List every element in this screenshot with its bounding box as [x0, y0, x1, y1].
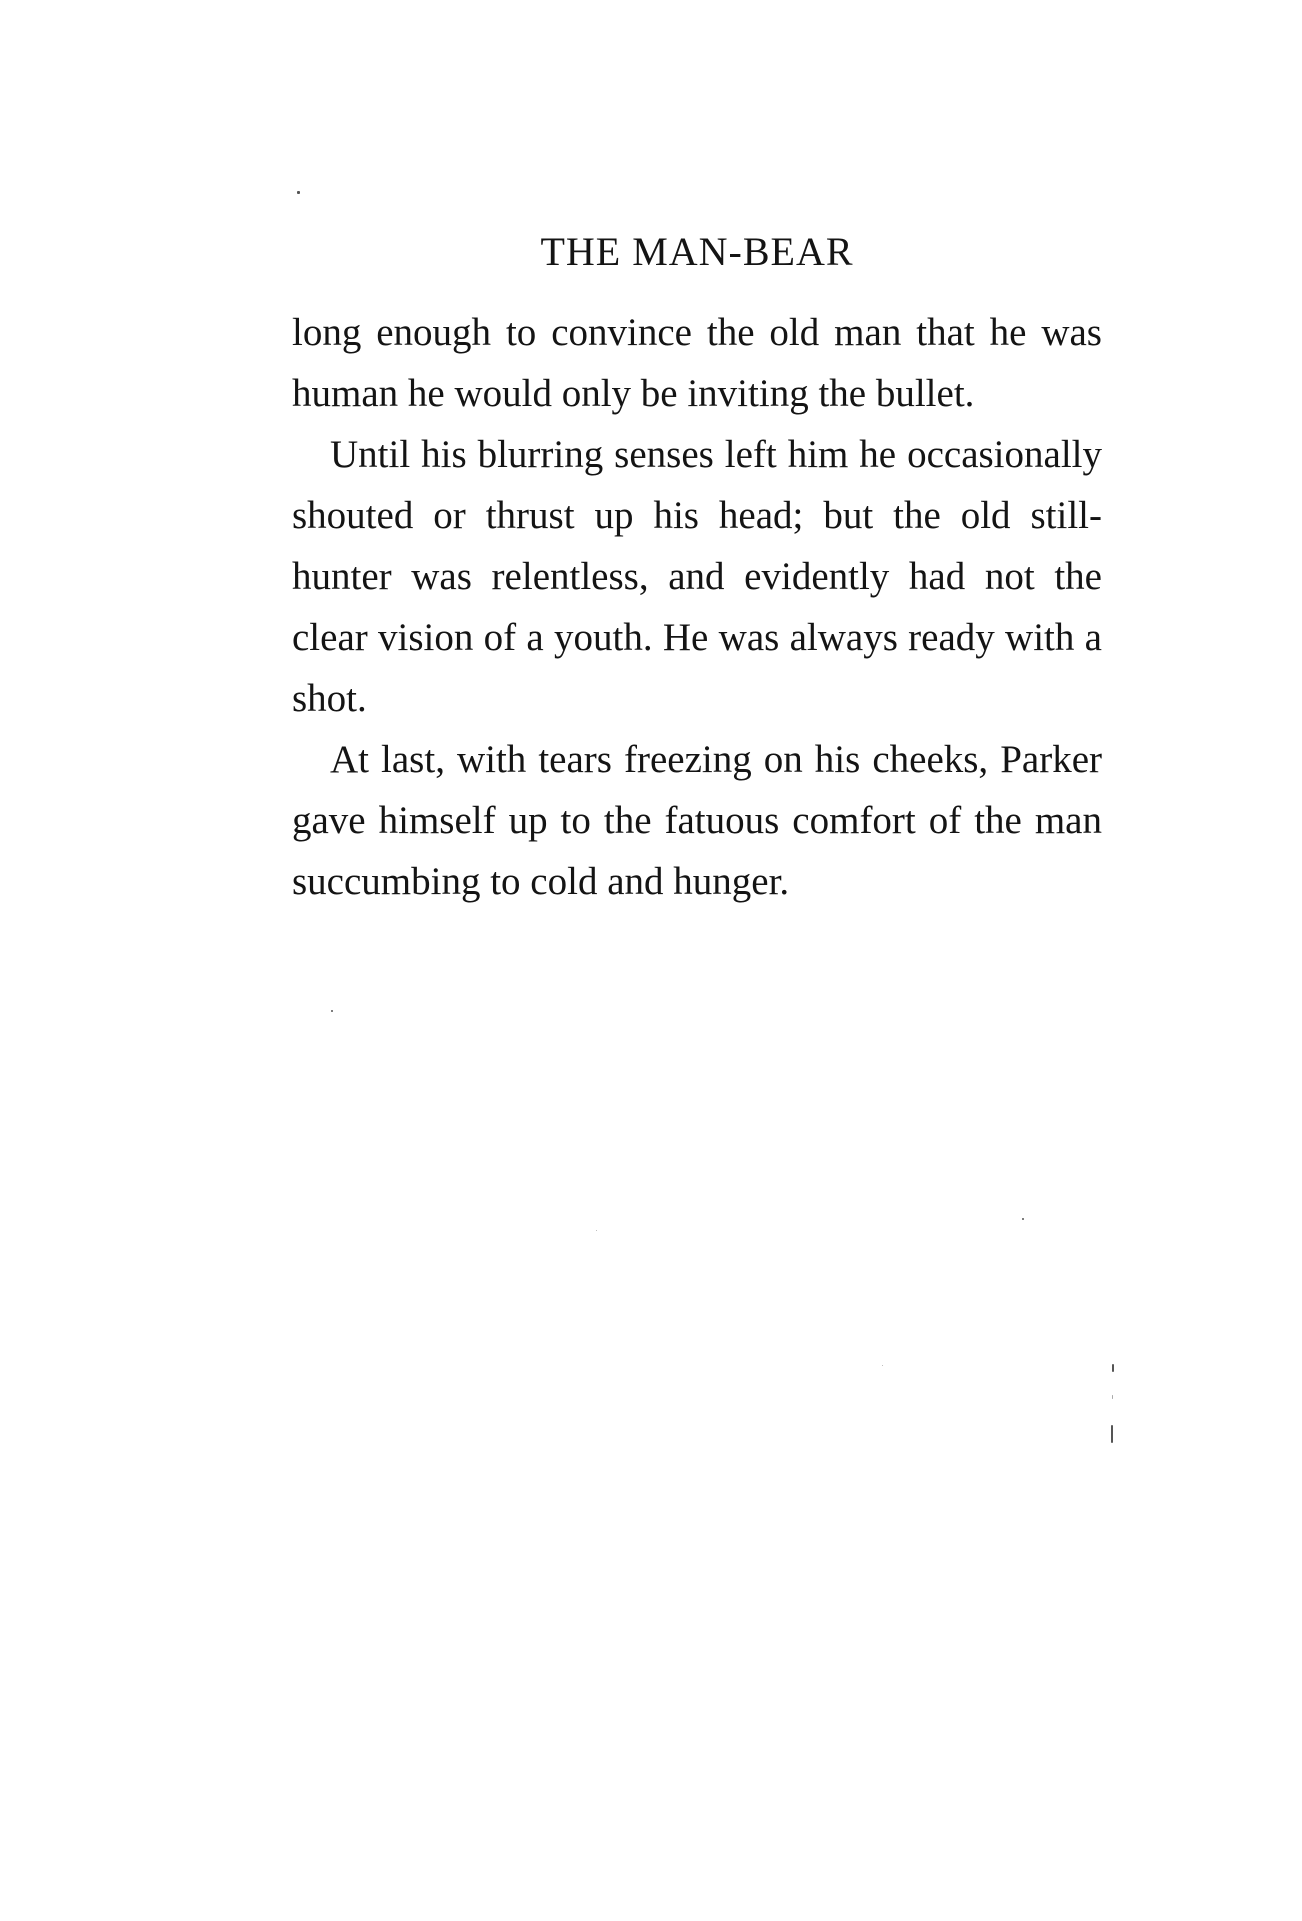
- paragraph: Until his blurring senses left him he occasionally shouted or thrust up his head; but the old still-hunter was relentless, and evidently had not the clear vision of a youth. He was always ready with a shot.: [292, 433, 1102, 720]
- running-head: THE MAN-BEAR: [540, 229, 854, 274]
- paragraph-continuation: long enough to convince the old man that he was human he would only be inviting the bullet.: [292, 311, 1102, 415]
- scan-speck: [1112, 1364, 1114, 1372]
- scan-speck: [1111, 1425, 1113, 1443]
- scan-speck: [1022, 1218, 1024, 1220]
- paragraph: At last, with tears freezing on his cheeks, Parker gave himself up to the fatuous comfort of the man succumbing to cold and hunger.: [292, 738, 1102, 903]
- scan-speck: [882, 1365, 883, 1366]
- scan-speck: [297, 191, 300, 194]
- scan-speck: [1112, 1395, 1113, 1399]
- scan-speck: [596, 1230, 597, 1231]
- scan-speck: [331, 1010, 333, 1012]
- body-text: [292, 302, 1102, 912]
